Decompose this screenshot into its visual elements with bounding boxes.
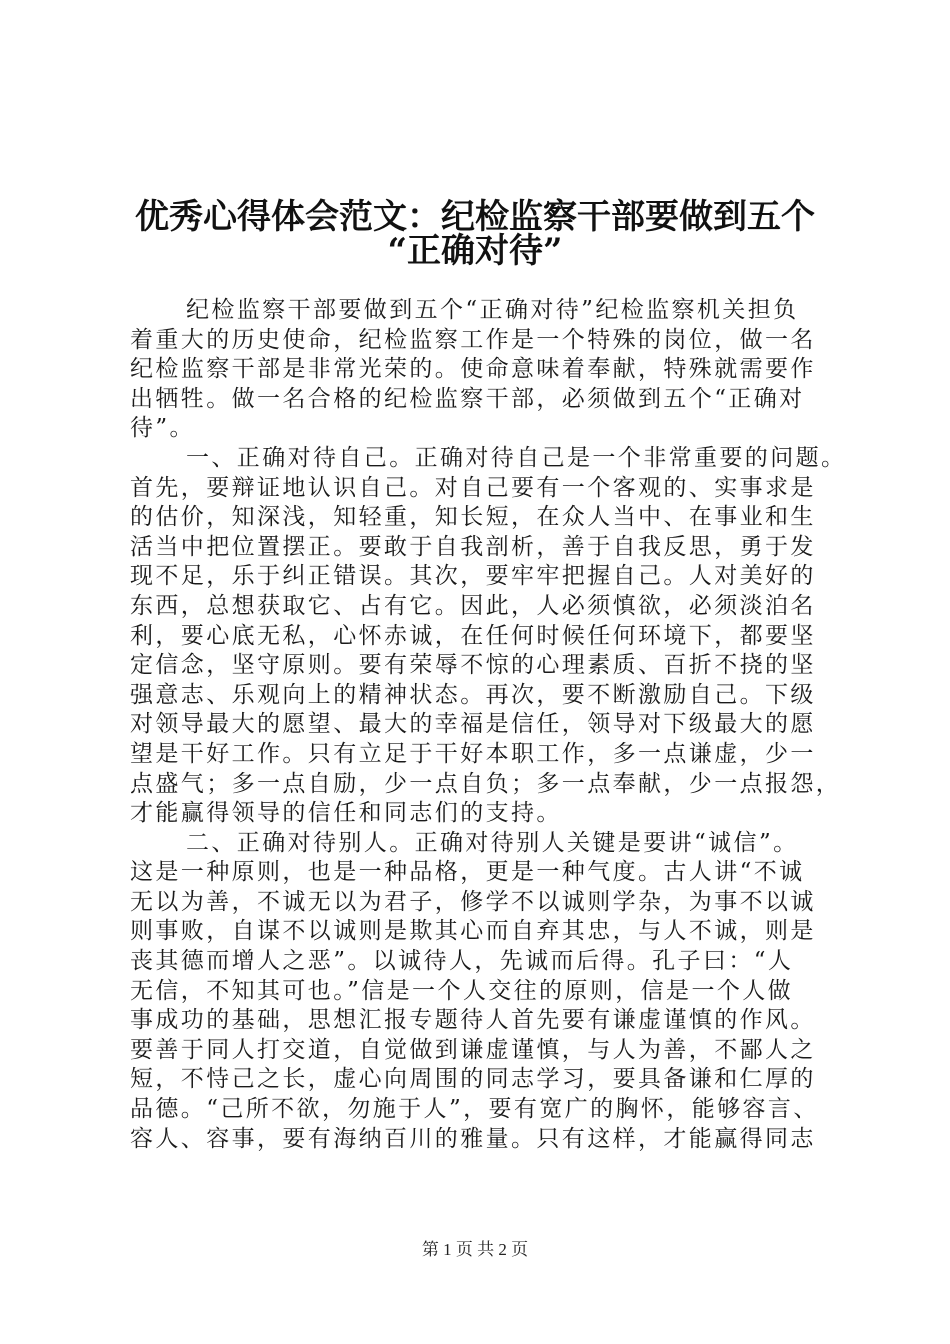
body-line: 容人、容事，要有海纳百川的雅量。只有这样，才能赢得同志	[130, 1125, 816, 1152]
body-line: 丧其德而增人之恶”。以诚待人，先诚而后得。孔子曰：“人	[130, 948, 794, 975]
body-line: 这是一种原则，也是一种品格，更是一种气度。古人讲“不诚	[130, 859, 805, 886]
body-line: 首先，要辩证地认识自己。对自己要有一个客观的、实事求是	[130, 474, 816, 501]
document-body	[130, 296, 847, 1154]
body-line: 着重大的历史使命，纪检监察工作是一个特殊的岗位，做一名	[130, 326, 816, 353]
body-line: 望是干好工作。只有立足于干好本职工作，多一点谦虚，少一	[130, 740, 816, 767]
body-line: 纪检监察干部是非常光荣的。使命意味着奉献，特殊就需要作	[130, 356, 816, 383]
body-line: 对领导最大的愿望、最大的幸福是信任，领导对下级最大的愿	[130, 711, 816, 738]
body-line: 短，不恃己之长，虚心向周围的同志学习，要具备谦和仁厚的	[130, 1066, 816, 1093]
body-line: 一、正确对待自己。正确对待自己是一个非常重要的问题。	[186, 444, 847, 471]
body-line: 点盛气；多一点自励，少一点自负；多一点奉献，少一点报怨，	[130, 770, 842, 797]
body-line: 要善于同人打交道，自觉做到谦虚谨慎，与人为善，不鄙人之	[130, 1036, 816, 1063]
body-line: 出牺牲。做一名合格的纪检监察干部，必须做到五个“正确对	[130, 385, 805, 412]
document-title-line-2: “正确对待”	[387, 231, 563, 271]
body-line: 则事败，自谋不以诚则是欺其心而自弃其忠，与人不诚，则是	[130, 918, 816, 945]
body-line: 无信，不知其可也。”信是一个人交往的原则，信是一个人做	[130, 977, 794, 1004]
body-line: 事成功的基础，思想汇报专题待人首先要有谦虚谨慎的作风。	[130, 1007, 816, 1034]
body-line: 现不足，乐于纠正错误。其次，要牢牢把握自己。人对美好的	[130, 563, 816, 590]
body-line: 纪检监察干部要做到五个“正确对待”纪检监察机关担负	[186, 297, 799, 323]
body-line: 活当中把位置摆正。要敢于自我剖析，善于自我反思，勇于发	[130, 533, 816, 560]
body-line: 的估价，知深浅，知轻重，知长短，在众人当中、在事业和生	[130, 504, 816, 531]
page-footer: 第 1 页 共 2 页	[421, 1240, 529, 1259]
body-line: 利，要心底无私，心怀赤诚，在任何时候任何环境下，都要坚	[130, 622, 816, 649]
body-line: 无以为善，不诚无以为君子，修学不以诚则学杂，为事不以诚	[130, 888, 816, 915]
body-line: 二、正确对待别人。正确对待别人关键是要讲“诚信”。	[186, 829, 799, 856]
body-line: 品德。“己所不欲，勿施于人”，要有宽广的胸怀，能够容言、	[130, 1096, 819, 1123]
body-line: 定信念，坚守原则。要有荣辱不惊的心理素质、百折不挠的坚	[130, 652, 816, 679]
document-title-line-1: 优秀心得体会范文：纪检监察干部要做到五个	[135, 197, 815, 237]
body-line: 才能赢得领导的信任和同志们的支持。	[130, 800, 562, 827]
body-line: 强意志、乐观向上的精神状态。再次，要不断激励自己。下级	[130, 681, 816, 708]
body-line: 待”。	[130, 415, 195, 442]
body-line: 东西，总想获取它、占有它。因此，人必须慎欲，必须淡泊名	[130, 592, 816, 619]
